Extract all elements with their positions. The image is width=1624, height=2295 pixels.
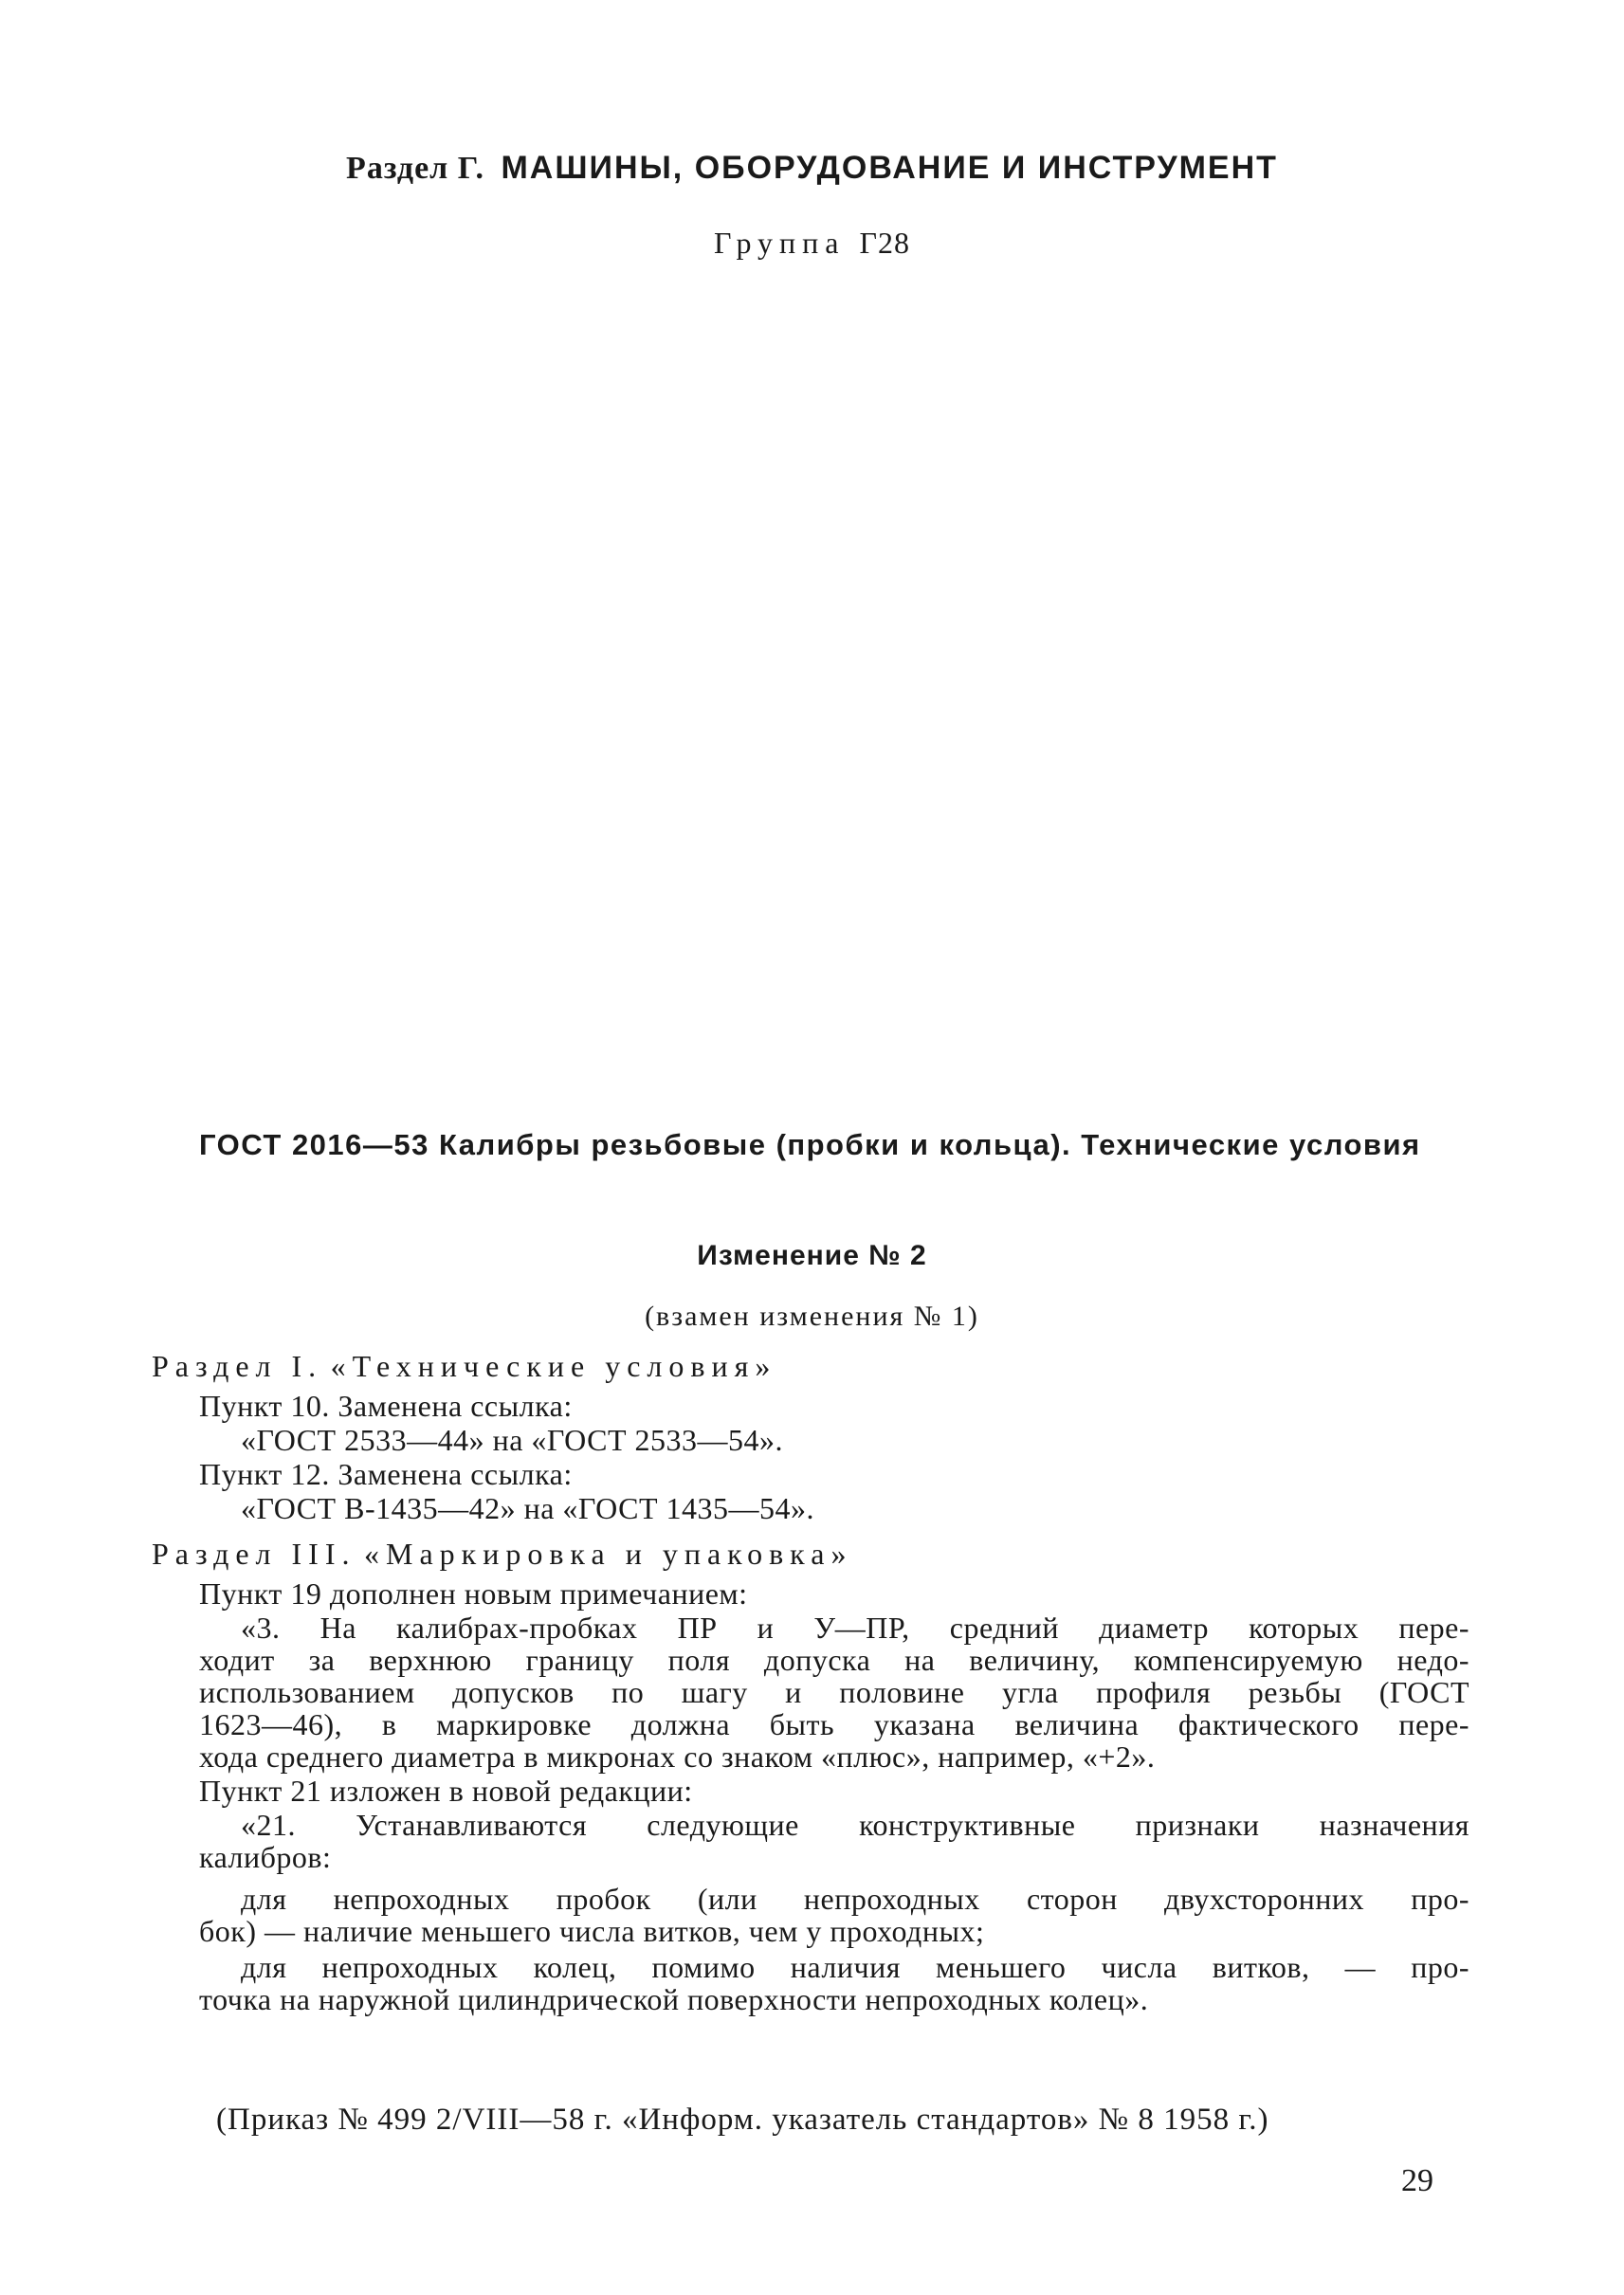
item-point-12: Пункт 12. Заменена ссылка: xyxy=(199,1457,573,1491)
section-3-label: Раздел III. xyxy=(152,1537,356,1571)
item-point-19: Пункт 19 дополнен новым примечанием: xyxy=(199,1576,748,1611)
standard-title: ГОСТ 2016—53 Калибры резьбовые (пробки и кольца). Технические условия xyxy=(199,1128,1421,1161)
note-3-line: использованием допусков по шагу и половине угла профиля резьбы (ГОСТ xyxy=(199,1675,1469,1709)
group-line xyxy=(0,226,1624,261)
item-reference-1435: «ГОСТ В-1435—42» на «ГОСТ 1435—54». xyxy=(241,1491,815,1525)
note-3-line: «3. На калибрах-пробках ПР и У—ПР, средний диаметр которых пере- xyxy=(241,1611,1469,1645)
section-label: Раздел Г. xyxy=(346,151,485,186)
no-go-rings-line: для непроходных колец, помимо наличия меньшего числа витков, — про- xyxy=(241,1950,1469,1984)
section-1-heading xyxy=(152,1350,776,1382)
section-3-heading xyxy=(152,1538,852,1570)
item-point-21: Пункт 21 изложен в новой редакции: xyxy=(199,1774,693,1808)
no-go-plugs-line: для непроходных пробок (или непроходных сторон двухсторонних про- xyxy=(241,1882,1469,1916)
group-code: Г28 xyxy=(859,226,910,260)
section-1-title: «Технические условия» xyxy=(330,1349,777,1383)
item-point-10: Пункт 10. Заменена ссылка: xyxy=(199,1389,573,1423)
no-go-rings-line: точка на наружной цилиндрической поверхности непроходных колец». xyxy=(199,1982,1149,2016)
change-title: Изменение № 2 xyxy=(697,1240,927,1271)
clause-21-line: «21. Устанавливаются следующие конструктивные признаки назначения xyxy=(241,1808,1469,1842)
clause-21-paragraph xyxy=(199,1809,1469,1873)
page-number: 29 xyxy=(1401,2163,1433,2198)
item-reference-2533: «ГОСТ 2533—44» на «ГОСТ 2533—54». xyxy=(241,1423,784,1457)
change-subtitle: (взамен изменения № 1) xyxy=(645,1301,979,1332)
order-reference: (Приказ № 499 2/VIII—58 г. «Информ. указатель стандартов» № 8 1958 г.) xyxy=(216,2103,1269,2137)
no-go-plugs-paragraph xyxy=(199,1883,1469,1947)
no-go-rings-paragraph xyxy=(199,1951,1469,2015)
section-3-title: «Маркировка и упаковка» xyxy=(363,1537,853,1571)
note-3-line: ходит за верхнюю границу поля допуска на величину, компенсируемую недо- xyxy=(199,1643,1469,1677)
group-label: Группа xyxy=(713,226,846,260)
note-3-paragraph xyxy=(199,1612,1469,1773)
note-3-line: 1623—46), в маркировке должна быть указана величина фактического пере- xyxy=(199,1707,1469,1741)
section-title: МАШИНЫ, ОБОРУДОВАНИЕ И ИНСТРУМЕНТ xyxy=(501,150,1278,186)
no-go-plugs-line: бок) — наличие меньшего числа витков, чем у проходных; xyxy=(199,1914,985,1948)
clause-21-line: калибров: xyxy=(199,1840,332,1874)
section-1-label: Раздел I. xyxy=(152,1349,323,1383)
section-heading xyxy=(0,150,1624,187)
note-3-line: хода среднего диаметра в микронах со знаком «плюс», например, «+2». xyxy=(199,1739,1156,1774)
